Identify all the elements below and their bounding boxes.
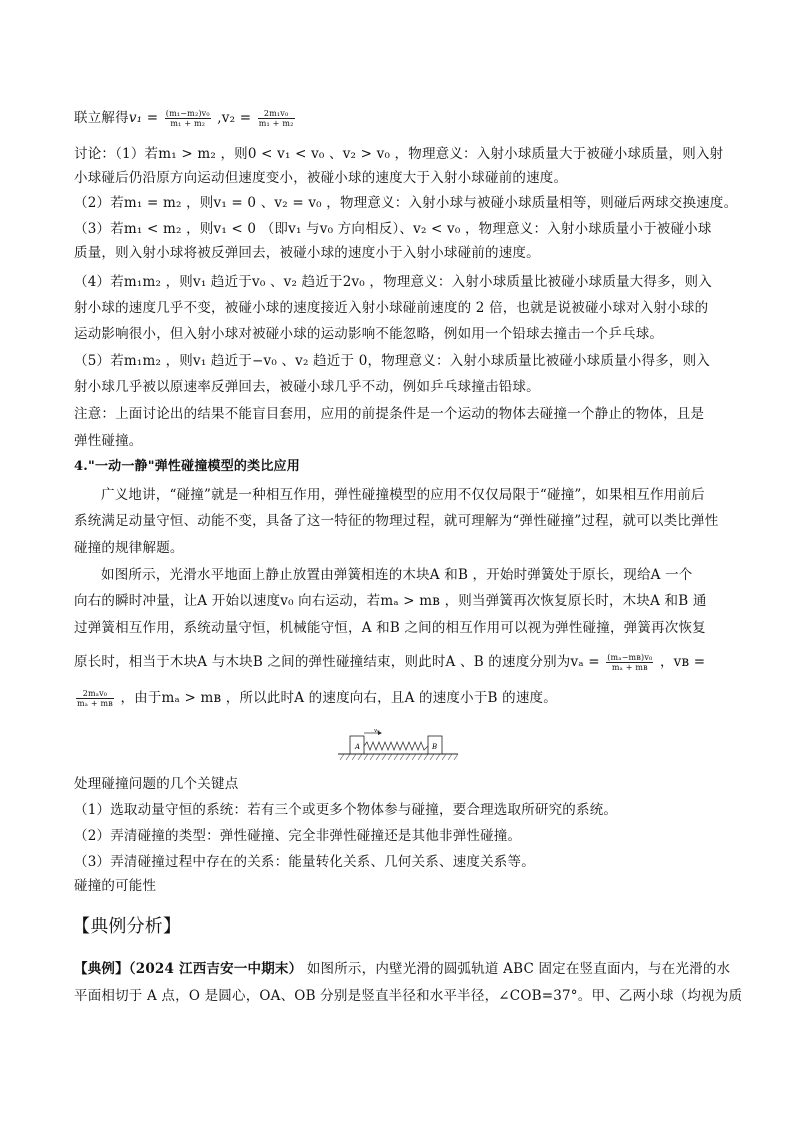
discussion-3a: （3）若m₁ < m₂ ，则v₁ < 0 （即v₁ 与v₀ 方向相反）、v₂ < v₀ ，物理意义：入射小球质量小于被碰小球 [74,221,712,237]
example-line-2: 平面相切于 A 点，O 是圆心，OA、OB 分别是竖直半径和水平半径，∠COB=37°。甲、乙两小球（均视为质 [74,988,743,1004]
note-1: 注意：上面讨论出的结果不能盲目套用，应用的前提条件是一个运动的物体去碰撞一个静止的物体，且是 [74,406,705,422]
discussion-4b: 射小球的速度几乎不变，被碰小球的速度接近入射小球碰前速度的 2 倍，也就是说被碰小球对入射小球的 [74,300,709,316]
ground-hatching [340,754,458,760]
spring-coil [364,742,428,750]
section-title: 【典例分析】 [72,916,182,937]
block-b-label: B [432,743,438,751]
fraction-vb: $\frac{\text{2mₐv₀}}{\text{mₐ + mʙ}}$ [77,689,113,708]
paragraph-1a: 广义地讲，“碰撞”就是一种相互作用，弹性碰撞模型的应用不仅仅局限于“碰撞”，如果相互作用前后 [101,487,705,503]
fraction-v1: $\frac{\text{(m₁−m₂)v₀}}{\text{m₁ + m₂}}$ [165,109,210,128]
discussion-5a: （5）若m₁m₂ ，则v₁ 趋近于−v₀ 、v₂ 趋近于 0，物理意义：入射小球质量比被碰小球质量小得多，则入 [74,353,710,369]
discussion-1b: 小球碰后仍沿原方向运动但速度变小，被碰小球的速度大于入射小球碰前的速度。 [74,170,568,186]
discussion-5b: 射小球几乎被以原速率反弹回去，被碰小球几乎不动，例如乒乓球撞击铅球。 [74,379,540,395]
keypoint-3: （3）弄清碰撞过程中存在的关系：能量转化关系、几何关系、速度关系等。 [74,854,535,870]
spring-block-diagram [334,728,462,764]
discussion-1a: 讨论：（1）若m₁ > m₂ ，则0 < v₁ < v₀ 、v₂ > v₀ ，物理意义：入射小球质量大于被碰小球质量，则入射 [74,146,724,162]
example-line-1: 【典例】（2024 江西吉安一中期末） 如图所示，内壁光滑的圆弧轨道 ABC 固定在竖直面内，与在光滑的水 [74,961,731,977]
discussion-4a: （4）若m₁m₂ ，则v₁ 趋近于v₀ 、v₂ 趋近于2v₀ ，物理意义：入射小球质量比被碰小球质量大得多，则入 [74,274,712,290]
block-a-label: A [355,743,361,751]
paragraph-1b: 系统满足动量守恒、动能不变，具备了这一特征的物理过程，就可理解为“弹性碰撞”过程，就可以类比弹性 [74,513,719,529]
fraction-v2: $\frac{\text{2m₁v₀}}{\text{m₁ + m₂}}$ [258,109,294,128]
section-heading-4: 4."一动一静"弹性碰撞模型的类比应用 [74,459,300,474]
fraction-va: $\frac{\text{(mₐ−mʙ)v₀}}{\text{mₐ + mʙ}}$ [607,653,653,672]
paragraph-2b: 向右的瞬时冲量，让A 开始以速度v₀ 向右运动，若mₐ > mʙ ，则当弹簧再次恢复原长时，木块A 和B 通 [74,593,707,609]
paragraph-2e: $\frac{\text{2mₐv₀}}{\text{mₐ + mʙ}}$ ，由于mₐ > mʙ ，所以此时A 的速度向右，且A 的速度小于B 的速度。 [77,689,557,708]
example-tag: 【典例】（2024 江西吉安一中期末） [74,961,303,977]
paragraph-1c: 碰撞的规律解题。 [74,540,184,556]
velocity-label: v₀ [374,728,380,734]
note-2: 弹性碰撞。 [74,433,143,449]
paragraph-2a: 如图所示，光滑水平地面上静止放置由弹簧相连的木块A 和B ，开始时弹簧处于原长，现给A 一个 [101,567,693,583]
paragraph-2c: 过弹簧相互作用，系统动量守恒，机械能守恒，A 和B 之间的相互作用可以视为弹性碰撞，弹簧再次恢复 [74,620,706,636]
keypoint-2: （2）弄清碰撞的类型：弹性碰撞、完全非弹性碰撞还是其他非弹性碰撞。 [74,828,522,844]
discussion-3b: 质量，则入射小球将被反弹回去，被碰小球的速度小于入射小球碰前的速度。 [74,245,540,261]
collision-possibility-title: 碰撞的可能性 [74,878,157,894]
discussion-4c: 运动影响很小，但入射小球对被碰小球的运动影响不能忽略，例如用一个铅球去撞击一个乒乓球。 [74,326,664,342]
discussion-2: （2）若m₁ = m₂ ，则v₁ = 0 、v₂ = v₀ ，物理意义：入射小球与被碰小球质量相等，则碰后两球交换速度。 [74,195,738,211]
keypoint-1: （1）选取动量守恒的系统：若有三个或更多个物体参与碰撞，要合理选取所研究的系统。 [74,802,618,818]
paragraph-2d: 原长时，相当于木块A 与木块B 之间的弹性碰撞结束，则此时A 、B 的速度分别为vₐ = $\frac{\text{(mₐ−mʙ)v₀}}{\text{mₐ + mʙ}}$ ，vʙ = [74,653,706,672]
keypoints-title: 处理碰撞问题的几个关键点 [74,776,239,792]
equation-line: 联立解得v₁ = $\frac{\text{(m₁−m₂)v₀}}{\text{m₁ + m₂}}$ ,v₂ = $\frac{\text{2m₁v₀}}{\text{m₁ + m₂}}$ [74,109,294,128]
